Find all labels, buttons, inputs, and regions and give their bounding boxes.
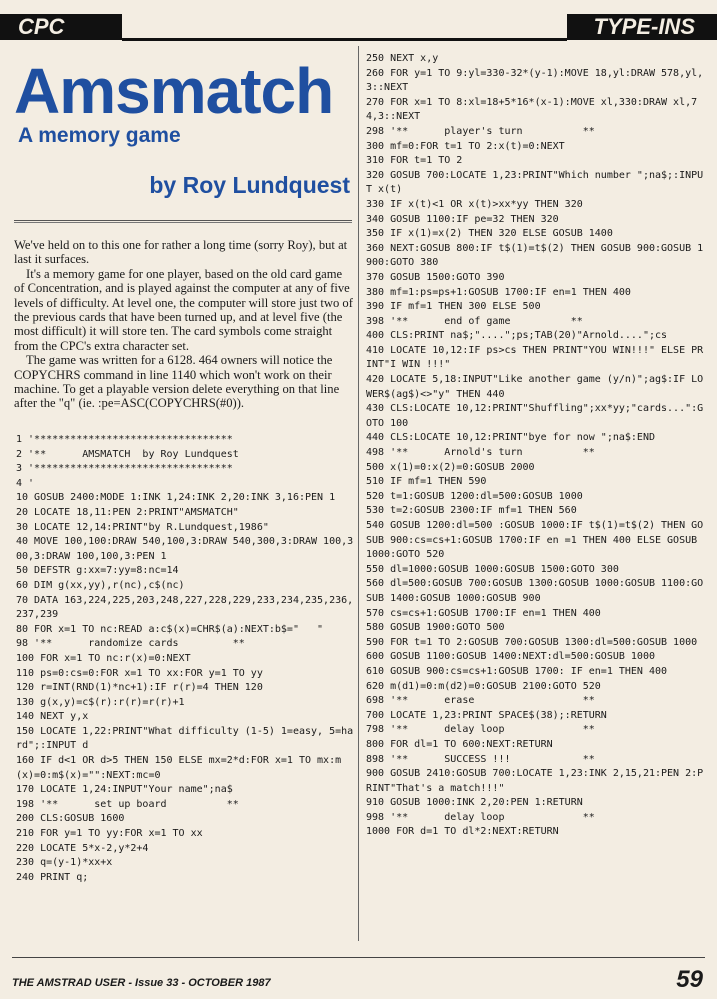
code-line: 230 q=(y-1)*xx+x [16,857,113,869]
code-line: 98 '** randomize cards ** [16,638,245,650]
footer-publication: THE AMSTRAD USER - Issue 33 - OCTOBER 1987 [12,977,271,989]
code-line: 3 '********************************* [16,463,233,475]
code-line: 340 GOSUB 1100:IF pe=32 THEN 320 [366,213,559,225]
code-line: 590 FOR t=1 TO 2:GOSUB 700:GOSUB 1300:dl=500:GOSUB 1000 [366,636,698,648]
code-line: 400 CLS:PRINT na$;"....";ps;TAB(20)"Arnold....";cs [366,330,668,342]
code-line: 240 PRINT q; [16,871,89,883]
page-number: 59 [676,966,703,993]
code-line: 150 LOCATE 1,22:PRINT"What difficulty (1-5) 1=easy, 5=hard";:INPUT d [16,725,354,752]
code-line: 310 FOR t=1 TO 2 [366,155,463,167]
code-line: 298 '** player's turn ** [366,125,595,137]
code-line: 600 GOSUB 1100:GOSUB 1400:NEXT:dl=500:GOSUB 1000 [366,651,655,663]
column-divider [358,46,359,941]
code-line: 998 '** delay loop ** [366,811,595,823]
code-line: 2 '** AMSMATCH by Roy Lundquest [16,448,239,460]
code-line: 320 GOSUB 700:LOCATE 1,23:PRINT"Which number ";na$;:INPUT x(t) [366,169,704,196]
code-line: 50 DEFSTR g:xx=7:yy=8:nc=14 [16,565,179,577]
code-line: 120 r=INT(RND(1)*nc+1):IF r(r)=4 THEN 120 [16,682,263,694]
code-line: 570 cs=cs+1:GOSUB 1700:IF en=1 THEN 400 [366,607,601,619]
code-line: 210 FOR y=1 TO yy:FOR x=1 TO xx [16,828,203,840]
code-line: 698 '** erase ** [366,695,595,707]
listing-left-column [16,433,354,885]
code-line: 270 FOR x=1 TO 8:xl=18+5*16*(x-1):MOVE xl,330:DRAW xl,74,3::NEXT [366,96,698,123]
byline-divider [14,220,352,221]
code-line: 390 IF mf=1 THEN 300 ELSE 500 [366,301,541,313]
code-line: 40 MOVE 100,100:DRAW 540,100,3:DRAW 540,300,3:DRAW 100,300,3:DRAW 100,100,3:PEN 1 [16,536,354,562]
intro-paragraph: It's a memory game for one player, based on the old card game of Concentration, and is played against the computer at any of five levels of difficulty. At level one, the computer will store just two of the previous cards that have been turned up, and at level five (the most difficult) it will store ten. The card symbols come straight from the CPC's extra character set. [14,266,353,353]
intro-text [14,238,354,411]
code-line: 510 IF mf=1 THEN 590 [366,476,487,488]
code-line: 80 FOR x=1 TO nc:READ a:c$(x)=CHR$(a):NEXT:b$=" " [16,623,324,635]
article-title: Amsmatch [14,55,334,127]
intro-paragraph: We've held on to this one for rather a long time (sorry Roy), but at last it surfaces. [14,238,348,267]
code-line: 360 NEXT:GOSUB 800:IF t$(1)=t$(2) THEN GOSUB 900:GOSUB 1900:GOTO 380 [366,242,704,269]
code-line: 220 LOCATE 5*x-2,y*2+4 [16,842,149,854]
code-line: 100 FOR x=1 TO nc:r(x)=0:NEXT [16,652,191,664]
code-line: 898 '** SUCCESS !!! ** [366,753,595,765]
code-line: 300 mf=0:FOR t=1 TO 2:x(t)=0:NEXT [366,140,565,152]
header-rule [122,38,567,41]
intro-paragraph: The game was written for a 6128. 464 owners will notice the COPYCHRS command in line 1140 which won't work on their machine. To get a playable version delete everything on that line after the "q" (ie. :pe=ASC(COPYCHRS(#0)). [14,353,340,411]
code-line: 160 IF d<1 OR d>5 THEN 150 ELSE mx=2*d:FOR x=1 TO mx:m(x)=0:m$(x)="":NEXT:mc=0 [16,755,342,781]
code-line: 70 DATA 163,224,225,203,248,227,228,229,233,234,235,236,237,239 [16,594,354,621]
code-line: 30 LOCATE 12,14:PRINT"by R.Lundquest,1986" [16,521,269,533]
category-banner [567,14,717,40]
code-line: 560 dl=500:GOSUB 700:GOSUB 1300:GOSUB 1000:GOSUB 1100:GOSUB 1400:GOSUB 1000:GOSUB 900 [366,578,704,604]
code-line: 1000 FOR d=1 TO dl*2:NEXT:RETURN [366,826,559,838]
code-line: 4 ' [16,477,35,489]
code-line: 430 CLS:LOCATE 10,12:PRINT"Shuffling";xx*yy;"cards...":GOTO 100 [366,403,704,429]
code-line: 498 '** Arnold's turn ** [366,447,595,459]
code-line: 330 IF x(t)<1 OR x(t)>xx*yy THEN 320 [366,198,583,210]
code-line: 410 LOCATE 10,12:IF ps>cs THEN PRINT"YOU WIN!!!" ELSE PRINT"I WIN !!!" [366,344,704,371]
code-line: 198 '** set up board ** [16,798,239,810]
code-line: 140 NEXT y,x [16,711,89,723]
article-byline: by Roy Lundquest [149,172,350,198]
code-line: 620 m(d1)=0:m(d2)=0:GOSUB 2100:GOTO 520 [366,680,601,692]
code-line: 420 LOCATE 5,18:INPUT"Like another game (y/n)";ag$:IF LOWER$(ag$)<>"y" THEN 440 [366,374,704,400]
section-banner [0,14,122,40]
code-line: 520 t=1:GOSUB 1200:dl=500:GOSUB 1000 [366,490,583,502]
code-line: 910 GOSUB 1000:INK 2,20:PEN 1:RETURN [366,797,583,809]
code-line: 800 FOR dl=1 TO 600:NEXT:RETURN [366,738,553,750]
code-line: 170 LOCATE 1,24:INPUT"Your name";na$ [16,784,233,796]
code-line: 60 DIM g(xx,yy),r(nc),c$(nc) [16,579,185,591]
code-line: 10 GOSUB 2400:MODE 1:INK 1,24:INK 2,20:INK 3,16:PEN 1 [16,492,336,504]
footer-rule [12,957,705,958]
code-line: 550 dl=1000:GOSUB 1000:GOSUB 1500:GOTO 300 [366,563,619,575]
byline-divider-secondary [14,222,352,223]
listing-right-column [366,52,708,840]
code-line: 110 ps=0:cs=0:FOR x=1 TO xx:FOR y=1 TO yy [16,667,263,679]
code-line: 20 LOCATE 18,11:PEN 2:PRINT"AMSMATCH" [16,506,239,518]
code-line: 130 g(x,y)=c$(r):r(r)=r(r)+1 [16,696,185,708]
category-label: TYPE-INS [593,14,695,39]
code-line: 350 IF x(1)=x(2) THEN 320 ELSE GOSUB 1400 [366,228,613,240]
article-subtitle: A memory game [18,124,181,147]
code-line: 530 t=2:GOSUB 2300:IF mf=1 THEN 560 [366,505,577,517]
section-label: CPC [18,14,65,39]
code-line: 900 GOSUB 2410:GOSUB 700:LOCATE 1,23:INK 2,15,21:PEN 2:PRINT"That's a match!!!" [366,768,704,794]
code-line: 540 GOSUB 1200:dl=500 :GOSUB 1000:IF t$(1)=t$(2) THEN GOSUB 900:cs=cs+1:GOSUB 1700:IF en =1 THEN 400 ELSE GOSUB 1000:GOTO 520 [366,520,704,561]
code-line: 380 mf=1:ps=ps+1:GOSUB 1700:IF en=1 THEN 400 [366,286,631,298]
code-line: 260 FOR y=1 TO 9:yl=330-32*(y-1):MOVE 18,yl:DRAW 578,yl,3::NEXT [366,67,704,94]
code-line: 250 NEXT x,y [366,53,439,64]
code-line: 700 LOCATE 1,23:PRINT SPACE$(38);:RETURN [366,709,607,721]
code-line: 610 GOSUB 900:cs=cs+1:GOSUB 1700: IF en=1 THEN 400 [366,665,668,677]
code-line: 440 CLS:LOCATE 10,12:PRINT"bye for now ";na$:END [366,432,655,444]
code-line: 200 CLS:GOSUB 1600 [16,813,125,825]
code-line: 798 '** delay loop ** [366,724,595,736]
code-line: 500 x(1)=0:x(2)=0:GOSUB 2000 [366,461,535,473]
code-line: 370 GOSUB 1500:GOTO 390 [366,271,505,283]
code-line: 580 GOSUB 1900:GOTO 500 [366,622,505,634]
code-line: 1 '********************************* [16,434,233,445]
code-line: 398 '** end of game ** [366,315,583,327]
